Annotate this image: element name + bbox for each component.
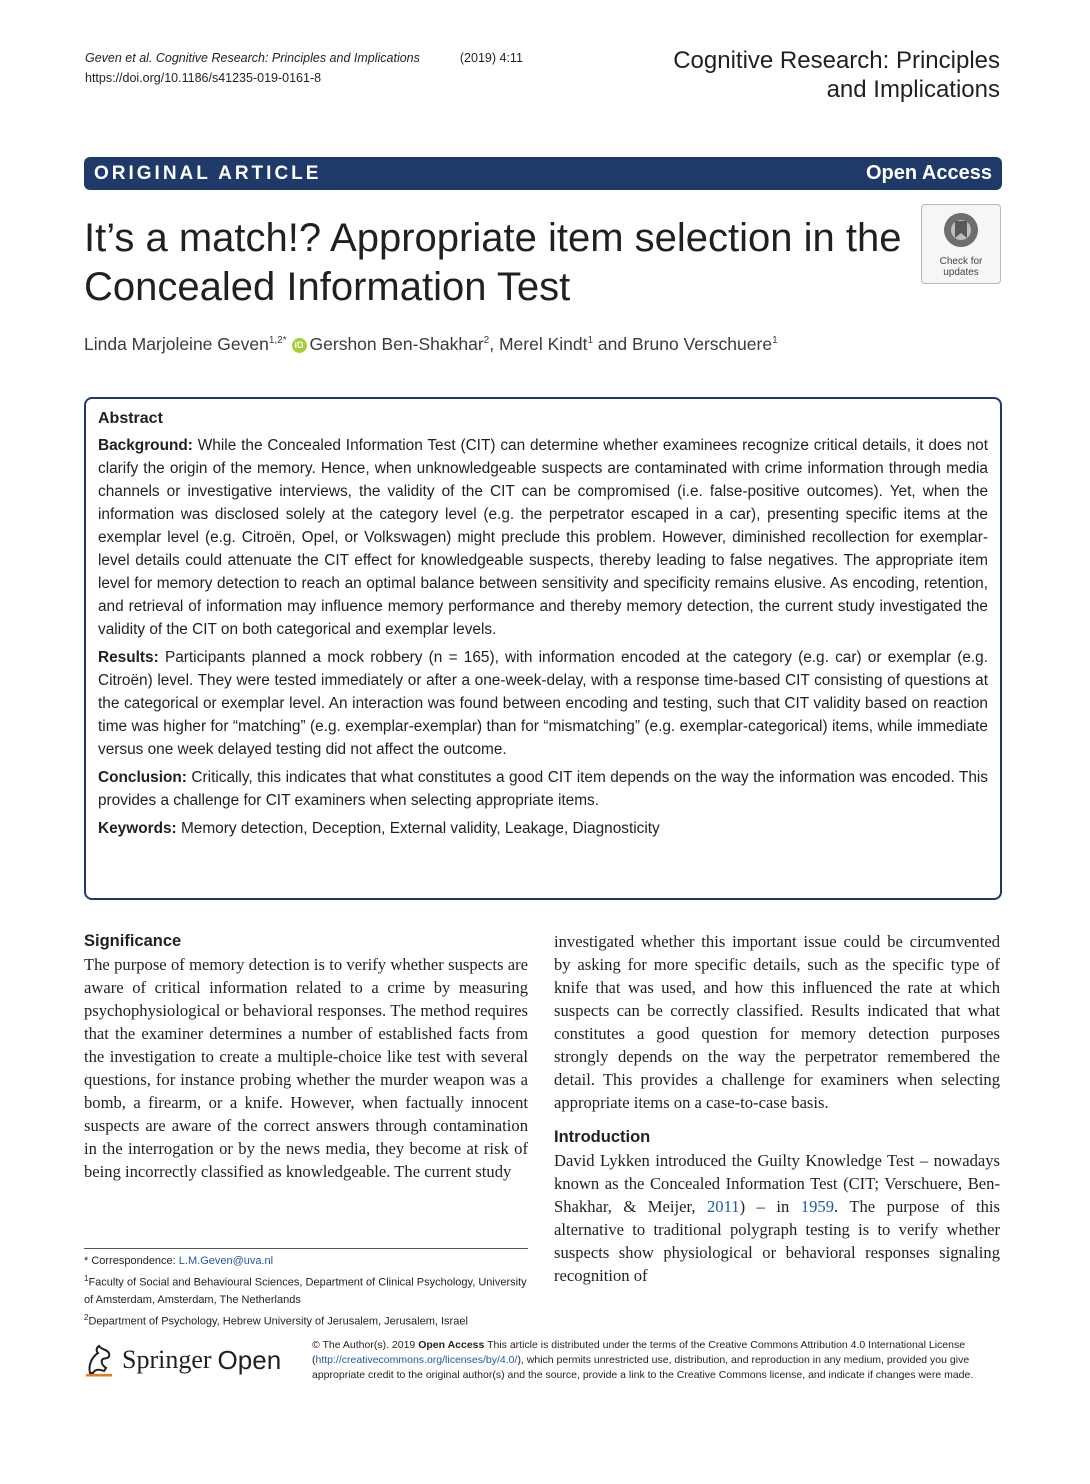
affiliation-text: Department of Psychology, Hebrew University of Jerusalem, Jerusalem, Israel xyxy=(88,1315,468,1328)
footnote-divider xyxy=(84,1248,528,1249)
abstract-box xyxy=(84,397,1002,900)
article-title: It’s a match!? Appropriate item selection in the Concealed Information Test xyxy=(84,216,902,309)
introduction-text: ) – in xyxy=(739,1197,790,1216)
introduction-text: David Lykken introduced the Guilty Knowledge Test – nowadays known as the Concealed Information Test (CIT; Verschuere, Ben-Shakhar, & Meijer, xyxy=(554,1151,1000,1216)
reference-link[interactable]: 1959 xyxy=(800,1197,835,1216)
conclusion-label: Conclusion: xyxy=(98,769,187,786)
citation-doi[interactable]: https://doi.org/10.1186/s41235-019-0161-8 xyxy=(85,71,322,85)
affiliation-2 xyxy=(84,1309,528,1331)
author-affiliation-sup: 1,2* xyxy=(268,335,287,346)
author-name: Bruno Verschuere xyxy=(631,333,773,354)
journal-name-line1: Cognitive Research: Principles xyxy=(673,47,1000,74)
license-text: ), which permits unrestricted use, distribution, and reproduction in any medium, provided you give appropriate credit to the original author(s) and the source, provide a link to the Creative Commons license, and indicate if changes were made. xyxy=(312,1354,974,1381)
significance-heading: Significance xyxy=(84,932,182,950)
orcid-icon[interactable]: iD xyxy=(292,338,307,353)
citation-year: (2019) 4:11 xyxy=(459,51,523,65)
results-text: Participants planned a mock robbery (n = 165), with information encoded at the category (e.g. car) or exemplar (e.g. Citroën) level. They were tested immediately or after a one-week-delay, with a response time-based CIT consisting of questions at the categorical or exemplar level. An interaction was found between encoding and testing, such that CIT validity based on reaction time was higher for “matching” (e.g. exemplar-exemplar) than for “mismatching” (e.g. exemplar-categorical) items, while immediate versus one week delayed testing did not affect the outcome. xyxy=(98,649,988,758)
significance-paragraph: The purpose of memory detection is to verify whether suspects are aware of critical information related to a crime by measuring psychophysiological or behavioral responses. The method requires that the examiner determines a number of established facts from the investigation to create a multiple-choice like test with several questions, for instance probing whether the murder weapon was a bomb, a firearm, or a knife. However, when factually innocent suspects are aware of the correct answers through contamination in the interrogation or by the news media, they become at risk of being incorrectly classified as knowledgeable. The current study xyxy=(84,955,528,1181)
background-text: While the Concealed Information Test (CIT) can determine whether examinees recognize critical details, it does not clarify the origin of the memory. Hence, when unknowledgeable suspects are contaminated with crime information through media channels or investigative interviews, the validity of the CIT can be compromised (i.e. false-positive outcomes). Yet, when the information was disclosed solely at the category level (e.g. the perpetrator escaped in a car), presenting specific items at the exemplar level (e.g. Citroën, Opel, or Volkswagen) might preclude this problem. However, diminished recollection for exemplar-level details could attenuate the CIT effect for knowledgeable suspects, thereby leading to false negatives. The appropriate item level for memory detection to reach an optimal balance between sensitivity and specificity remains elusive. As encoding, retention, and retrieval of information may influence memory performance and thereby memory detection, the current study investigated the validity of the CIT on both categorical and exemplar levels. xyxy=(98,437,989,638)
check-line1: Check for xyxy=(939,256,983,267)
background-label: Background: xyxy=(98,437,193,454)
springer-open-logo xyxy=(84,1343,281,1377)
author-name: Linda Marjoleine Geven xyxy=(84,333,269,354)
significance-paragraph-continued: investigated whether this important issue could be circumvented by asking for more specific details, such as the specific type of knife that was used, and how this influenced the rate at which suspects can be correctly classified. Results indicated that what constitutes a good question for memory detection purposes strongly depends on the way the perpetrator remembered the detail. This provides a challenge for examiners when selecting appropriate items on a case-to-case basis. xyxy=(554,932,1000,1112)
keywords-label: Keywords: xyxy=(98,820,177,837)
open-access-label: Open Access xyxy=(866,162,992,184)
author-name: Merel Kindt xyxy=(498,333,588,354)
affiliation-sup: 2 xyxy=(84,1312,89,1322)
affiliation-sup: 1 xyxy=(84,1274,89,1283)
author-affiliation-sup: 1 xyxy=(772,335,778,346)
author-list: Linda Marjoleine Geven$^{1,2*}$ iD Gershon Ben-Shakhar$^2$, Merel Kindt$^1$ and Bruno Verschuere$^1$ xyxy=(84,333,778,354)
introduction-text: . The purpose of this alternative to traditional polygraph testing is to verify whether suspects show physiological or behavioral responses signaling recognition of xyxy=(554,1197,1001,1285)
introduction-paragraph xyxy=(554,1149,1000,1287)
license-statement xyxy=(312,1338,1002,1383)
license-url[interactable]: http://creativecommons.org/licenses/by/4.0/ xyxy=(315,1354,518,1366)
abstract-heading: Abstract xyxy=(98,410,163,427)
author-conjunction: and xyxy=(597,333,628,354)
introduction-heading: Introduction xyxy=(554,1128,651,1146)
journal-name-line2: and Implications xyxy=(826,76,1000,103)
correspondence-line xyxy=(84,1253,528,1270)
footnotes xyxy=(84,1253,528,1330)
body-column-right xyxy=(554,930,1000,1287)
affiliation-1 xyxy=(84,1270,528,1309)
article-type-label: ORIGINAL ARTICLE xyxy=(94,162,322,184)
check-for-updates-icon xyxy=(942,211,980,249)
springer-wordmark: Springer xyxy=(122,1345,212,1374)
springer-horse-icon xyxy=(84,1343,114,1377)
conclusion-text: Critically, this indicates that what constitutes a good CIT item depends on the way the information was encoded. This provides a challenge for CIT examiners when selecting appropriate items. xyxy=(98,769,988,809)
body-column-left xyxy=(84,930,528,1183)
copyright-text: © The Author(s). 2019 xyxy=(312,1339,416,1351)
results-label: Results: xyxy=(98,649,159,666)
author-affiliation-sup: 1 xyxy=(587,335,594,346)
springer-open-wordmark: Open xyxy=(217,1344,282,1375)
license-open-access: Open Access xyxy=(418,1339,485,1351)
correspondence-label: * Correspondence: xyxy=(84,1255,176,1267)
check-line2: updates xyxy=(943,267,979,278)
affiliation-text: Faculty of Social and Behavioural Sciences, Department of Clinical Psychology, University of Amsterdam, Amsterdam, The Netherlands xyxy=(84,1276,527,1306)
author-name: Gershon Ben-Shakhar xyxy=(309,333,484,354)
keywords-text: Memory detection, Deception, External validity, Leakage, Diagnosticity xyxy=(180,820,660,837)
author-affiliation-sup: 2 xyxy=(483,335,490,346)
citation-line: Geven et al. Cognitive Research: Principles and Implications xyxy=(85,51,420,65)
citation-block xyxy=(85,48,523,88)
abstract-results xyxy=(98,646,988,761)
abstract-conclusion xyxy=(98,766,988,812)
abstract-keywords xyxy=(98,817,988,840)
check-for-updates-text xyxy=(922,256,1000,278)
journal-name xyxy=(640,46,1000,104)
check-for-updates-badge[interactable] xyxy=(921,204,1001,284)
correspondence-email[interactable]: L.M.Geven@uva.nl xyxy=(178,1255,274,1267)
license-text: This article is distributed under the terms of the Creative Commons Attribution 4.0 International License ( xyxy=(312,1339,966,1366)
abstract-background xyxy=(98,434,988,641)
article-type-banner xyxy=(84,157,1002,190)
reference-link[interactable]: 2011 xyxy=(707,1197,740,1216)
